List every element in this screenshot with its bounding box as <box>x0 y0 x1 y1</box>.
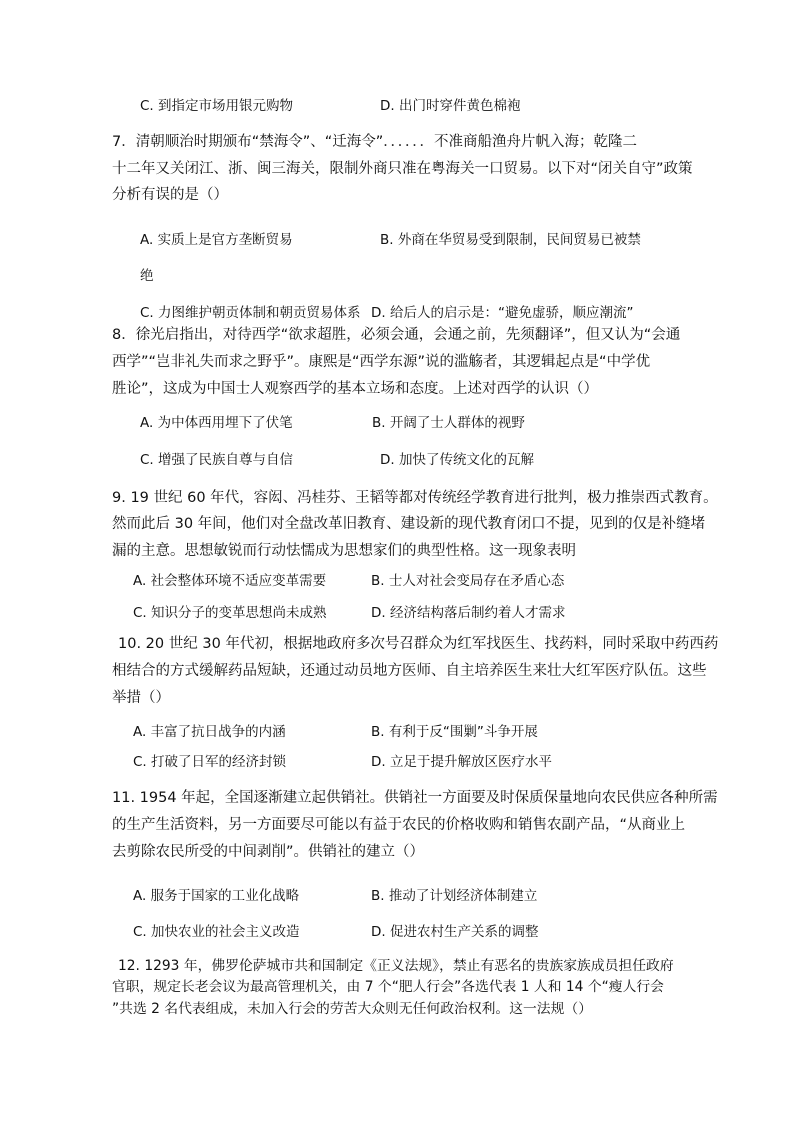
q8-option-d: D. 加快了传统文化的瓦解 <box>380 452 534 468</box>
q9-stem-line-1: 9. 19 世纪 60 年代，容闳、冯桂芬、王韬等都对传统经学教育进行批判，极力推崇西式教育。 <box>112 490 718 506</box>
q10-option-d: D. 立足于提升解放区医疗水平 <box>371 754 552 770</box>
q8-stem-line-1: 8．徐光启指出，对待西学“欲求超胜，必须会通，会通之前，先须翻译”，但又认为“会通 <box>112 327 681 343</box>
q7-option-b-continuation: 绝 <box>140 268 154 284</box>
q12-stem-line-3: ”共选 2 名代表组成，未加入行会的劳苦大众则无任何政治权利。这一法规（） <box>112 1001 592 1017</box>
q7-stem-line-1: 7．清朝顺治时期颁布“禁海令”、“迁海令”．．．．．．不准商船渔舟片帆入海；乾隆二 <box>112 134 638 150</box>
q6-option-c: C. 到指定市场用银元购物 <box>140 98 294 114</box>
q12-stem-line-1: 12. 1293 年，佛罗伦萨城市共和国制定《正义法规》，禁止有恶名的贵族家族成员担任政府 <box>118 958 674 974</box>
q7-option-d: D. 给后人的启示是：“避免虚骄，顺应潮流” <box>371 305 634 321</box>
q10-stem-line-3: 举措（） <box>112 690 170 706</box>
q10-option-a: A. 丰富了抗日战争的内涵 <box>133 724 286 740</box>
q8-option-b: B. 开阔了士人群体的视野 <box>372 415 525 431</box>
q11-option-d: D. 促进农村生产关系的调整 <box>371 924 539 940</box>
q7-option-a: A. 实质上是官方垄断贸易 <box>140 232 293 248</box>
q12-stem-line-2: 官职，规定长老会议为最高管理机关，由 7 个“肥人行会”各选代表 1 人和 14 个“瘦人行会 <box>112 979 664 995</box>
q11-stem-line-2: 的生产生活资料，另一方面要尽可能以有益于农民的价格收购和销售农副产品，“从商业上 <box>112 817 686 833</box>
q11-stem-line-1: 11. 1954 年起，全国逐渐建立起供销社。供销社一方面要及时保质保量地向农民供应各种所需 <box>112 790 718 806</box>
q8-stem-line-2: 西学”“岂非礼失而求之野乎”。康熙是“西学东源”说的滥觞者，其逻辑起点是“中学优 <box>112 354 651 370</box>
q11-option-a: A. 服务于国家的工业化战略 <box>133 888 300 904</box>
q11-stem-line-3: 去剪除农民所受的中间剥削”。供销社的建立（） <box>112 844 425 860</box>
q7-option-c: C. 力图维护朝贡体制和朝贡贸易体系 <box>140 305 361 321</box>
q6-option-d: D. 出门时穿件黄色棉袍 <box>380 98 521 114</box>
q9-option-a: A. 社会整体环境不适应变革需要 <box>133 573 327 589</box>
q9-option-c: C. 知识分子的变革思想尚未成熟 <box>133 605 327 621</box>
q9-stem-line-2: 然而此后 30 年间，他们对全盘改革旧教育、建设新的现代教育闭口不提，见到的仅是补缝堵 <box>112 516 706 532</box>
q8-stem-line-3: 胜论”，这成为中国士人观察西学的基本立场和态度。上述对西学的认识（） <box>112 381 599 397</box>
q7-option-b: B. 外商在华贸易受到限制，民间贸易已被禁 <box>380 232 641 248</box>
q11-option-b: B. 推动了计划经济体制建立 <box>371 888 538 904</box>
q10-option-b: B. 有利于反“围剿”斗争开展 <box>371 724 538 740</box>
q9-stem-line-3: 漏的主意。思想敏锐而行动怯懦成为思想家们的典型性格。这一现象表明 <box>112 543 576 559</box>
q10-stem-line-1: 10. 20 世纪 30 年代初，根据地政府多次号召群众为红军找医生、找药料，同时采取中药西药 <box>118 636 719 652</box>
q7-stem-line-3: 分析有误的是（） <box>112 187 228 203</box>
q8-option-a: A. 为中体西用埋下了伏笔 <box>140 415 293 431</box>
q10-stem-line-2: 相结合的方式缓解药品短缺，还通过动员地方医师、自主培养医生来壮大红军医疗队伍。这些 <box>112 663 707 679</box>
q9-option-b: B. 士人对社会变局存在矛盾心态 <box>371 573 565 589</box>
q9-option-d: D. 经济结构落后制约着人才需求 <box>371 605 566 621</box>
q11-option-c: C. 加快农业的社会主义改造 <box>133 924 300 940</box>
q10-option-c: C. 打破了日军的经济封锁 <box>133 754 287 770</box>
q7-stem-line-2: 十二年又关闭江、浙、闽三海关，限制外商只准在粤海关一口贸易。以下对“闭关自守”政策 <box>112 161 693 177</box>
q8-option-c: C. 增强了民族自尊与自信 <box>140 452 294 468</box>
